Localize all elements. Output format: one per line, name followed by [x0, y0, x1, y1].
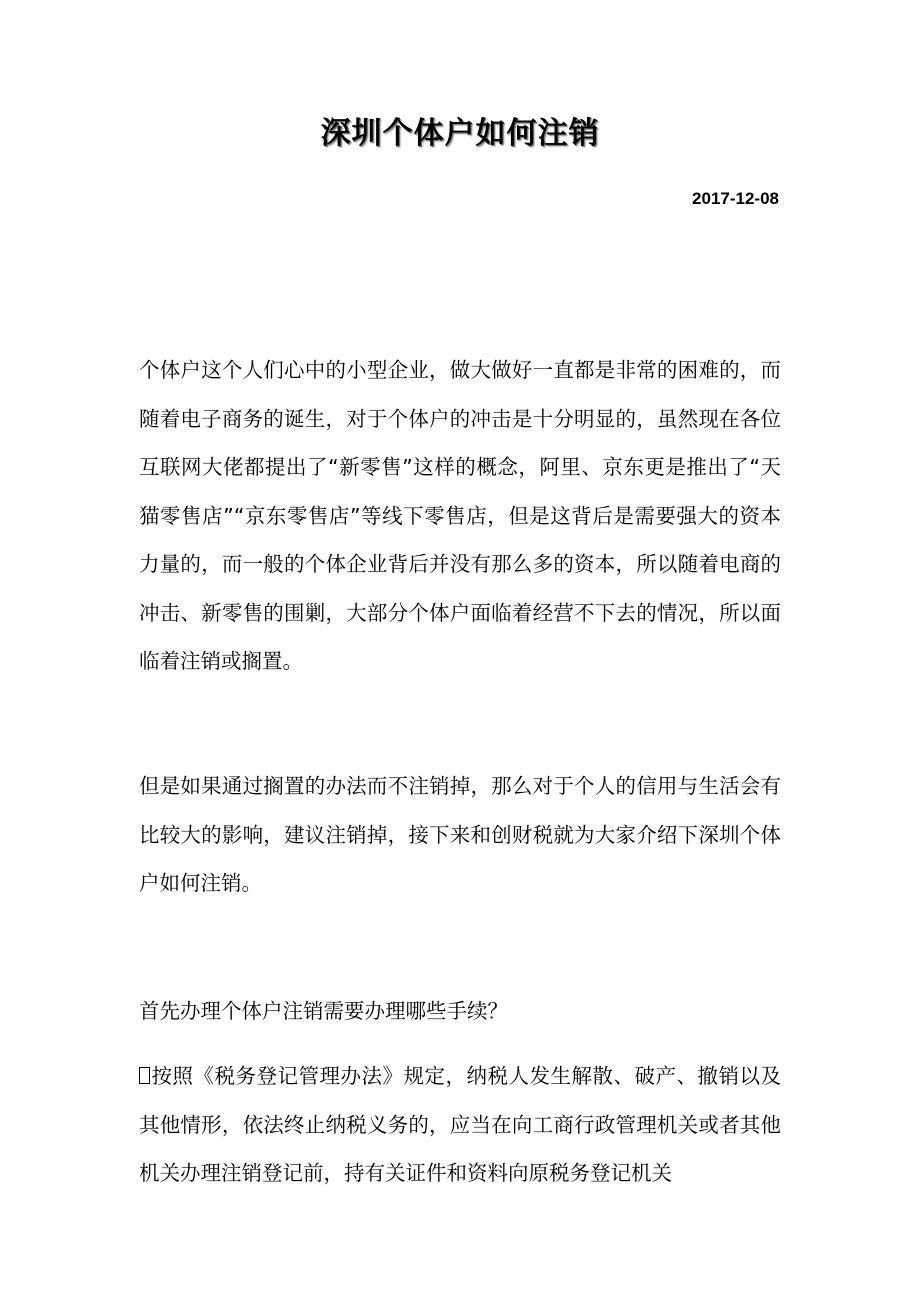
paragraph-suggestion: 但是如果通过搁置的办法而不注销掉，那么对于个人的信用与生活会有比较大的影响，建议注销掉，接下来和创财税就为大家介绍下深圳个体户如何注销。 — [139, 774, 781, 895]
paragraph-regulation — [139, 1052, 781, 1198]
paragraph-question: 首先办理个体户注销需要办理哪些手续？ — [139, 999, 508, 1023]
paragraph-regulation-text: 按照《税务登记管理办法》规定，纳税人发生解散、破产、撤销以及其他情形，依法终止纳税义务的，应当在向工商行政管理机关或者其他机关办理注销登记前，持有关证件和资料向原税务登记机关 — [139, 1064, 781, 1185]
document-title: 深圳个体户如何注销 — [320, 116, 600, 151]
publish-date: 2017-12-08 — [692, 189, 779, 208]
missing-glyph-icon — [139, 1067, 150, 1084]
paragraph-intro: 个体户这个人们心中的小型企业，做大做好一直都是非常的困难的，而随着电子商务的诞生，对于个体户的冲击是十分明显的，虽然现在各位互联网大佬都提出了“新零售”这样的概念，阿里、京东更是推出了“天猫零售店”“京东零售店”等线下零售店，但是这背后是需要强大的资本力量的，而一般的个体企业背后并没有那么多的资本，所以随着电商的冲击、新零售的围剿，大部分个体户面临着经营不下去的情况，所以面临着注销或搁置。 — [139, 358, 781, 673]
